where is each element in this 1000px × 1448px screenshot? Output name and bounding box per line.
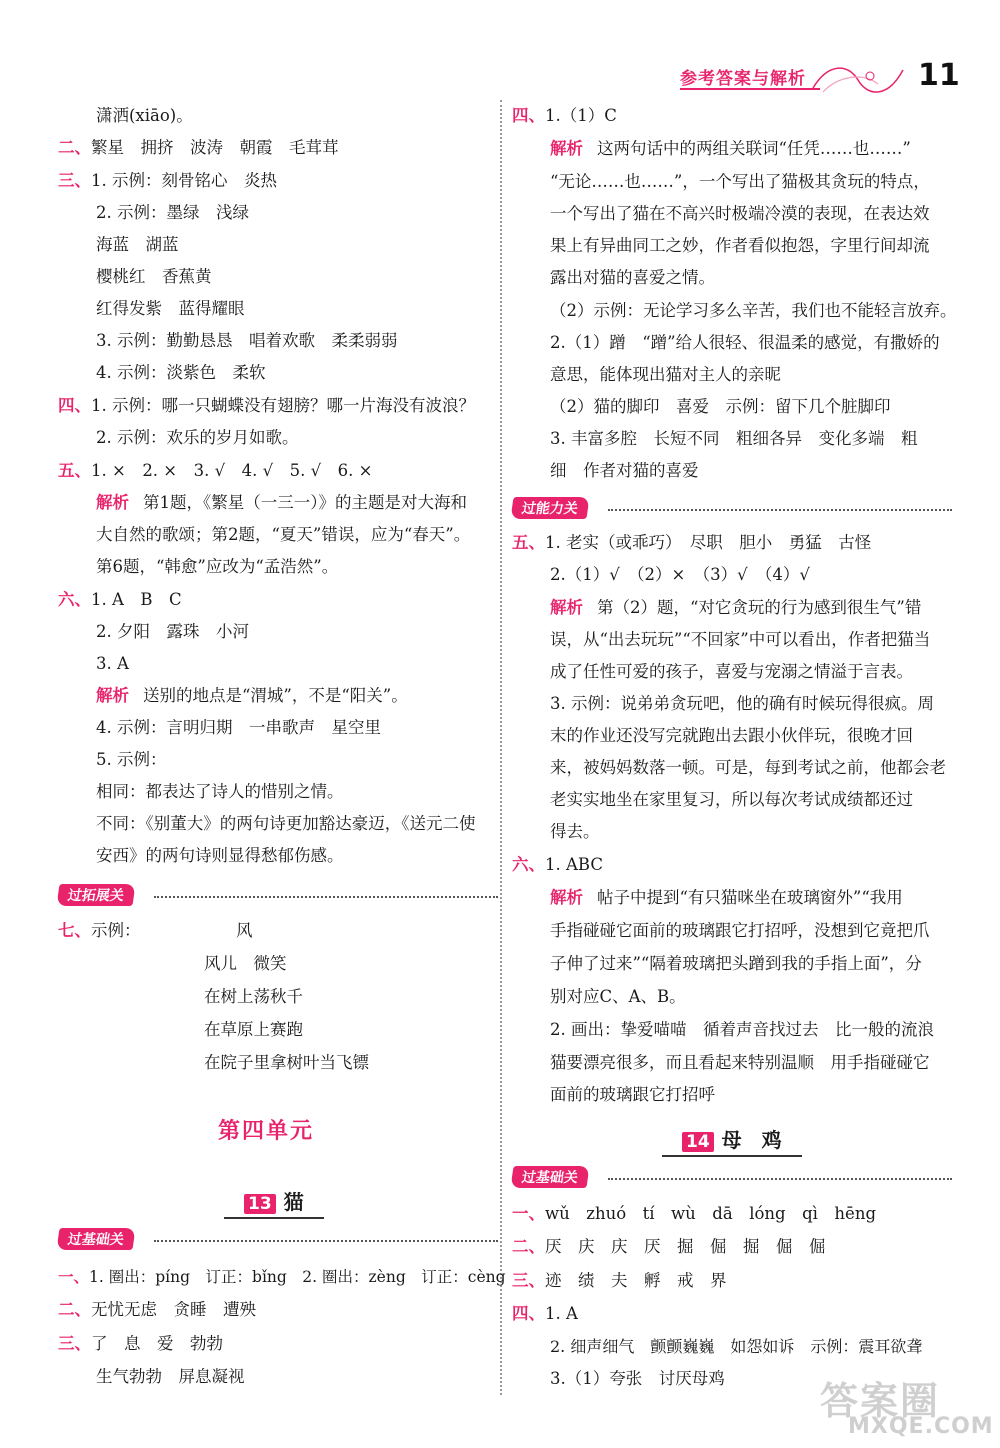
analysis-line [550, 597, 921, 619]
lesson-name: 猫 [283, 1190, 304, 1214]
section-header [58, 1228, 498, 1250]
answer-line [512, 105, 617, 127]
header-underline [680, 88, 820, 90]
page-header [640, 58, 980, 110]
answer-text: wǔ zhuó tí wù dā lóng qì hēng [545, 1204, 877, 1223]
answer-text: 迹 绩 夫 孵 戒 界 [545, 1271, 727, 1290]
answer-line: 2. 示例：欢乐的岁月如歌。 [96, 428, 299, 447]
answer-line [58, 170, 277, 192]
analysis-line: 手指碰碰它面前的玻璃跟它打招呼，没想到它竟把爪 [550, 921, 930, 940]
question-number: 一、 [58, 1268, 90, 1286]
lesson-number: 13 [244, 1194, 276, 1214]
lesson-title [682, 1124, 782, 1157]
answer-line: 2.（1）√ （2）× （3）√ （4）√ [550, 565, 810, 584]
answer-line [58, 395, 475, 417]
analysis-line [96, 492, 467, 514]
answer-text: 1. A B C [91, 590, 182, 609]
analysis-line: 别对应C、A、B。 [550, 987, 686, 1006]
answer-line: 得去。 [550, 822, 600, 841]
dotted-rule [154, 1240, 498, 1242]
lesson-number: 14 [682, 1132, 714, 1152]
analysis-label: 解析 [550, 139, 583, 158]
analysis-text: 送别的地点是“渭城”，不是“阳关”。 [143, 686, 408, 705]
section-header [58, 884, 498, 906]
answer-line: 樱桃红 香蕉黄 [96, 267, 212, 286]
answer-text: 1. 圈出：píng 订正：bǐng 2. 圈出：zèng 订正：cèng [89, 1268, 506, 1286]
poem-line: 风儿 微笑 [204, 954, 287, 973]
answer-line [512, 532, 871, 554]
answer-text: 1. A [545, 1304, 578, 1323]
answer-line: 海蓝 湖蓝 [96, 235, 179, 254]
answer-line: 不同：《别董大》的两句诗更加豁达豪迈，《送元二使 [96, 814, 476, 833]
answer-line [58, 1299, 256, 1321]
answer-text: 示例： [91, 921, 141, 940]
answer-line [58, 137, 339, 159]
answer-text: 1. 示例：哪一只蝴蝶没有翅膀？哪一片海没有波浪？ [91, 396, 475, 415]
analysis-line [550, 138, 911, 160]
header-title: 参考答案与解析 [680, 69, 806, 89]
answer-text: 了 息 爱 勃勃 [91, 1334, 223, 1353]
section-header [512, 497, 952, 519]
dotted-rule [154, 896, 498, 898]
analysis-text: 帖子中提到“有只猫咪坐在玻璃窗外”“我用 [597, 888, 903, 907]
answer-line: 生气勃勃 屏息凝视 [96, 1367, 245, 1386]
watermark-text: 答案圈 [820, 1379, 941, 1423]
section-header [512, 1166, 952, 1188]
question-number: 三、 [512, 1271, 545, 1290]
answer-line: 面前的玻璃跟它打招呼 [550, 1085, 715, 1104]
answer-line [512, 1303, 578, 1325]
answer-line: 2. 示例：墨绿 浅绿 [96, 203, 249, 222]
poem-line: 在院子里拿树叶当飞镖 [204, 1053, 369, 1072]
question-number: 六、 [512, 855, 545, 874]
watermark-logo [820, 1370, 994, 1442]
poem-line: 在树上荡秋千 [204, 987, 303, 1006]
analysis-line: “无论……也……”，一个写出了猫极其贪玩的特点， [550, 172, 930, 191]
answer-line: 潇洒(xiāo)。 [96, 106, 193, 125]
question-number: 二、 [58, 1300, 91, 1319]
answer-line: 3. 示例：说弟弟贪玩吧，他的确有时候玩得很疯。周 [550, 694, 934, 713]
answer-line: 3. 丰富多腔 长短不同 粗细各异 变化多端 粗 [550, 429, 918, 448]
answer-text: 厌 庆 庆 厌 掘 倔 掘 倔 倔 [545, 1237, 826, 1256]
column-divider [500, 100, 502, 1395]
answer-line: 5. 示例： [96, 750, 167, 769]
analysis-label: 解析 [550, 598, 583, 617]
answer-line: （2）猫的脚印 喜爱 示例：留下几个脏脚印 [550, 397, 891, 416]
question-number: 四、 [58, 396, 91, 415]
answer-text: 1. 示例：刻骨铭心 炎热 [91, 171, 277, 190]
question-number: 三、 [58, 1334, 91, 1353]
analysis-line: 子伸了过来”“隔着玻璃把头蹭到我的手指上面”，分 [550, 954, 922, 973]
analysis-line: 果上有异曲同工之妙，作者看似抱怨，字里行间却流 [550, 236, 930, 255]
answer-line [58, 920, 141, 942]
analysis-text: 第（2）题，“对它贪玩的行为感到很生气”错 [597, 598, 922, 617]
lesson-title [244, 1186, 304, 1219]
question-number: 五、 [58, 461, 91, 480]
analysis-text: 第1题，《繁星（一三一）》的主题是对大海和 [143, 493, 467, 512]
question-number: 二、 [58, 138, 91, 157]
analysis-line: 成了任性可爱的孩子，喜爱与宠溺之情溢于言表。 [550, 662, 913, 681]
section-tag: 过能力关 [510, 497, 589, 519]
answer-line [58, 460, 372, 482]
answer-line [58, 1333, 223, 1355]
analysis-line: 大自然的歌颂；第2题，“夏天”错误，应为“春天”。 [96, 525, 471, 544]
analysis-line: 第6题，“韩愈”应改为“孟浩然”。 [96, 557, 339, 576]
watermark-url: MXQE.COM [848, 1414, 994, 1439]
answer-line: 末的作业还没写完就跑出去跟小伙伴玩，很晚才回 [550, 726, 913, 745]
question-number: 六、 [58, 590, 91, 609]
poem-title: 风 [236, 921, 253, 940]
section-tag: 过基础关 [56, 1228, 135, 1250]
answer-line: 细 作者对猫的喜爱 [550, 461, 699, 480]
answer-line: 4. 示例：淡紫色 柔软 [96, 363, 266, 382]
lesson-name: 母 鸡 [721, 1128, 782, 1152]
answer-text: 繁星 拥挤 波涛 朝霞 毛茸茸 [91, 138, 339, 157]
answer-line [58, 589, 182, 611]
page-number: 11 [918, 58, 960, 93]
answer-line: 2. 夕阳 露珠 小河 [96, 622, 249, 641]
answer-line: 3. A [96, 654, 129, 673]
answer-line: 3. 示例：勤勤恳恳 唱着欢歌 柔柔弱弱 [96, 331, 398, 350]
analysis-line [550, 887, 903, 909]
dotted-rule [608, 509, 952, 511]
analysis-label: 解析 [96, 493, 129, 512]
answer-text: 1. ABC [545, 855, 603, 874]
answer-line: 2. 细声细气 颤颤巍巍 如怨如诉 示例：震耳欲聋 [550, 1337, 923, 1356]
answer-line: 意思，能体现出猫对主人的亲昵 [550, 365, 781, 384]
answer-line [512, 1236, 826, 1258]
answer-line: （2）示例：无论学习多么辛苦，我们也不能轻言放弃。 [550, 301, 957, 320]
question-number: 五、 [512, 533, 545, 552]
analysis-text: 这两句话中的两组关联词“任凭……也……” [597, 139, 911, 158]
answer-text: 无忧无虑 贪睡 遭殃 [91, 1300, 256, 1319]
dotted-rule [608, 1178, 952, 1180]
answer-line: 安西》的两句诗则显得愁郁伤感。 [96, 846, 344, 865]
analysis-line: 一个写出了猫在不高兴时极端冷漠的表现，在表达效 [550, 204, 930, 223]
answer-line [512, 854, 603, 876]
answer-text: 1. × 2. × 3. √ 4. √ 5. √ 6. × [91, 461, 373, 480]
section-tag: 过基础关 [510, 1166, 589, 1188]
analysis-line [96, 685, 408, 707]
analysis-label: 解析 [96, 686, 129, 705]
decorative-swirl-icon [808, 58, 908, 102]
answer-line: 来，被妈妈数落一顿。可是，每到考试之前，他都会老 [550, 758, 946, 777]
answer-line: 3.（1）夸张 讨厌母鸡 [550, 1369, 725, 1388]
answer-line [58, 1266, 506, 1288]
answer-line: 2. 画出：挚爱喵喵 循着声音找过去 比一般的流浪 [550, 1020, 934, 1039]
question-number: 四、 [512, 106, 545, 125]
question-number: 三、 [58, 171, 91, 190]
answer-line: 猫要漂亮很多，而且看起来特别温顺 用手指碰碰它 [550, 1053, 930, 1072]
answer-line [512, 1203, 876, 1225]
analysis-line: 误，从“出去玩玩”“不回家”中可以看出，作者把猫当 [550, 630, 931, 649]
poem-line: 在草原上赛跑 [204, 1020, 303, 1039]
answer-line: 4. 示例：言明归期 一串歌声 星空里 [96, 718, 381, 737]
answer-text: 1.（1）C [545, 106, 617, 125]
analysis-line: 露出对猫的喜爱之情。 [550, 268, 715, 287]
unit-title: 第四单元 [218, 1119, 315, 1144]
section-tag: 过拓展关 [56, 884, 135, 906]
answer-line: 红得发紫 蓝得耀眼 [96, 299, 245, 318]
answer-line: 老实实地坐在家里复习，所以每次考试成绩都还过 [550, 790, 913, 809]
answer-text: 1. 老实（或乖巧） 尽职 胆小 勇猛 古怪 [545, 533, 872, 552]
answer-line: 相同：都表达了诗人的惜别之情。 [96, 782, 344, 801]
question-number: 一、 [512, 1204, 545, 1223]
lesson-underline [224, 1217, 324, 1219]
question-number: 七、 [58, 921, 91, 940]
question-number: 四、 [512, 1304, 545, 1323]
analysis-label: 解析 [550, 888, 583, 907]
question-number: 二、 [512, 1237, 545, 1256]
answer-line [512, 1270, 727, 1292]
lesson-underline [662, 1155, 802, 1157]
answer-line: 2.（1）蹭 “蹭”给人很轻、很温柔的感觉，有撒娇的 [550, 333, 940, 352]
